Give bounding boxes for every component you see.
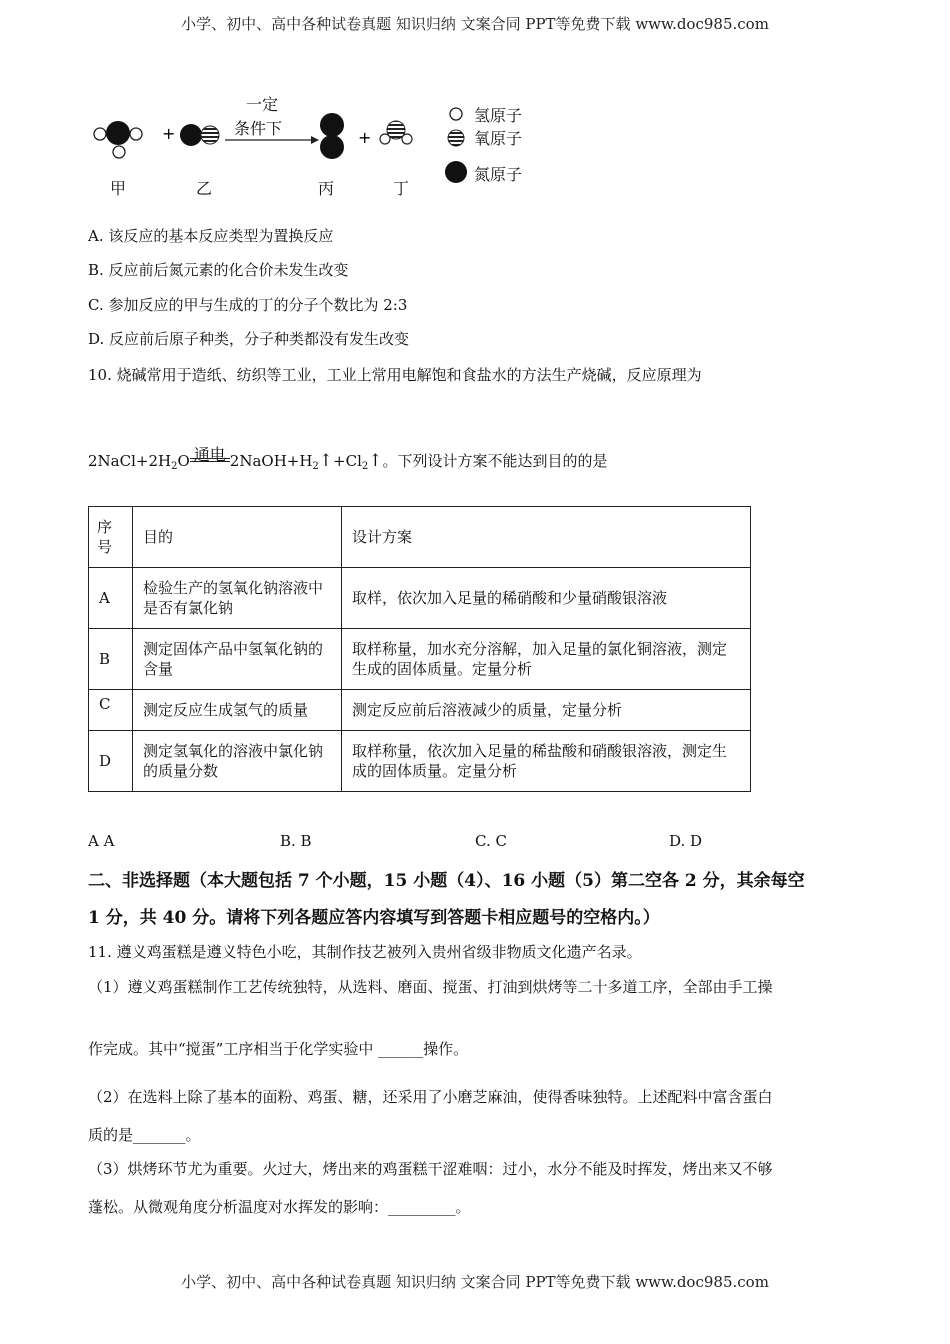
q10-option-c: C. C xyxy=(475,832,507,850)
eq-sub: 2 xyxy=(312,461,319,472)
legend-nitrogen: 氮原子 xyxy=(474,165,523,184)
q10-option-a: A A xyxy=(88,832,115,850)
section2-heading-line2: 1 分，共 40 分。请将下列各题应答内容填写到答题卡相应题号的空格内。） xyxy=(88,908,660,928)
gas-arrow: ↑ xyxy=(318,451,334,471)
label-bing: 丙 xyxy=(318,179,335,198)
row-plan: 取样，依次加入足量的稀硝酸和少量硝酸银溶液 xyxy=(342,568,751,629)
q10-equation xyxy=(88,445,608,472)
eq-sub: 2 xyxy=(171,461,178,472)
eq-right: 2NaOH+H xyxy=(229,452,313,470)
q9-option-c: C. 参加反应的甲与生成的丁的分子个数比为 2:3 xyxy=(88,296,408,314)
row-id: B xyxy=(89,629,133,690)
plus-sign-2: + xyxy=(358,128,372,147)
legend-hydrogen-icon xyxy=(450,108,462,120)
eq-sub: 2 xyxy=(361,461,369,472)
row-id: A xyxy=(89,568,133,629)
arrow-condition-bottom: 条件下 xyxy=(234,119,283,138)
q9-option-d: D. 反应前后原子种类，分子种类都没有发生改变 xyxy=(88,330,410,348)
eq-tail: 。下列设计方案不能达到目的的是 xyxy=(382,452,608,470)
page-header: 小学、初中、高中各种试卷真题 知识归纳 文案合同 PPT等免费下载 www.doc985.com xyxy=(181,15,769,33)
q11-part2-line1: （2）在选料上除了基本的面粉、鸡蛋、糖，还采用了小磨芝麻油，使得香味独特。上述配料中富含蛋白 xyxy=(88,1088,773,1106)
legend-hydrogen: 氢原子 xyxy=(474,106,523,125)
gas-arrow: ↑ xyxy=(368,451,383,471)
table-header-row xyxy=(89,507,751,568)
q11-part1-line1: （1）遵义鸡蛋糕制作工艺传统独特，从选料、磨面、搅蛋、打油到烘烤等二十多道工序，全部由手工操 xyxy=(88,978,773,996)
eq-cl: +Cl xyxy=(333,452,362,470)
eq-left: 2NaCl+2H xyxy=(88,452,172,470)
legend-oxygen-icon xyxy=(448,130,464,146)
header-cell-no: 序号 xyxy=(89,507,133,568)
row-purpose: 测定固体产品中氢氧化钠的含量 xyxy=(133,629,342,690)
molecule-yi xyxy=(180,124,219,146)
q11-part3-line1: （3）烘烤环节尤为重要。火过大，烤出来的鸡蛋糕干涩难咽：过小，水分不能及时挥发，烤出来又不够 xyxy=(88,1160,773,1178)
header-cell-purpose: 目的 xyxy=(133,507,342,568)
eq-condition-text: 通电 xyxy=(193,445,226,464)
q10-option-b: B. B xyxy=(280,832,312,850)
row-id: C xyxy=(89,690,133,731)
q9-option-b: B. 反应前后氮元素的化合价未发生改变 xyxy=(88,261,349,279)
row-purpose: 测定反应生成氢气的质量 xyxy=(133,690,342,731)
molecule-ding xyxy=(380,121,412,144)
row-id: D xyxy=(89,731,133,792)
row-purpose: 测定氢氧化的溶液中氯化钠的质量分数 xyxy=(133,731,342,792)
row-purpose: 检验生产的氢氧化钠溶液中是否有氯化钠 xyxy=(133,568,342,629)
eq-o: O xyxy=(177,452,190,470)
legend-oxygen: 氧原子 xyxy=(474,129,523,148)
eq-condition xyxy=(190,445,230,466)
legend-nitrogen-icon xyxy=(445,161,467,183)
q11-stem: 11. 遵义鸡蛋糕是遵义特色小吃，其制作技艺被列入贵州省级非物质文化遗产名录。 xyxy=(88,943,642,961)
q10-stem: 10. 烧碱常用于造纸、纺织等工业，工业上常用电解饱和食盐水的方法生产烧碱，反应原理为 xyxy=(88,366,702,384)
label-yi: 乙 xyxy=(196,179,213,198)
molecule-jia xyxy=(94,121,142,158)
arrow-condition-top: 一定 xyxy=(246,95,279,114)
row-plan: 取样称量，加水充分溶解，加入足量的氯化铜溶液，测定生成的固体质量。定量分析 xyxy=(342,629,751,690)
table-row xyxy=(89,568,751,629)
page-footer: 小学、初中、高中各种试卷真题 知识归纳 文案合同 PPT等免费下载 www.doc985.com xyxy=(181,1273,769,1291)
q11-part1-line2: 作完成。其中“搅蛋”工序相当于化学实验中 ______操作。 xyxy=(88,1040,469,1058)
section2-heading-line1: 二、非选择题（本大题包括 7 个小题，15 小题（4）、16 小题（5）第二空各 2 分，其余每空 xyxy=(88,871,805,891)
label-ding: 丁 xyxy=(393,179,410,198)
reaction-diagram xyxy=(88,88,548,203)
label-jia: 甲 xyxy=(110,179,127,198)
q11-part2-line2: 质的是_______。 xyxy=(88,1126,201,1144)
q11-part3-line2: 蓬松。从微观角度分析温度对水挥发的影响：_________。 xyxy=(88,1198,471,1216)
molecule-bing xyxy=(320,113,344,159)
table-row xyxy=(89,690,751,731)
plus-sign-1: + xyxy=(162,124,176,143)
table-row xyxy=(89,731,751,792)
q10-table xyxy=(88,506,751,792)
row-plan: 测定反应前后溶液减少的质量，定量分析 xyxy=(342,690,751,731)
q10-option-d: D. D xyxy=(669,832,703,850)
q9-option-a: A. 该反应的基本反应类型为置换反应 xyxy=(88,227,334,245)
row-plan: 取样称量，依次加入足量的稀盐酸和硝酸银溶液，测定生成的固体质量。定量分析 xyxy=(342,731,751,792)
table-row xyxy=(89,629,751,690)
header-cell-plan: 设计方案 xyxy=(342,507,751,568)
